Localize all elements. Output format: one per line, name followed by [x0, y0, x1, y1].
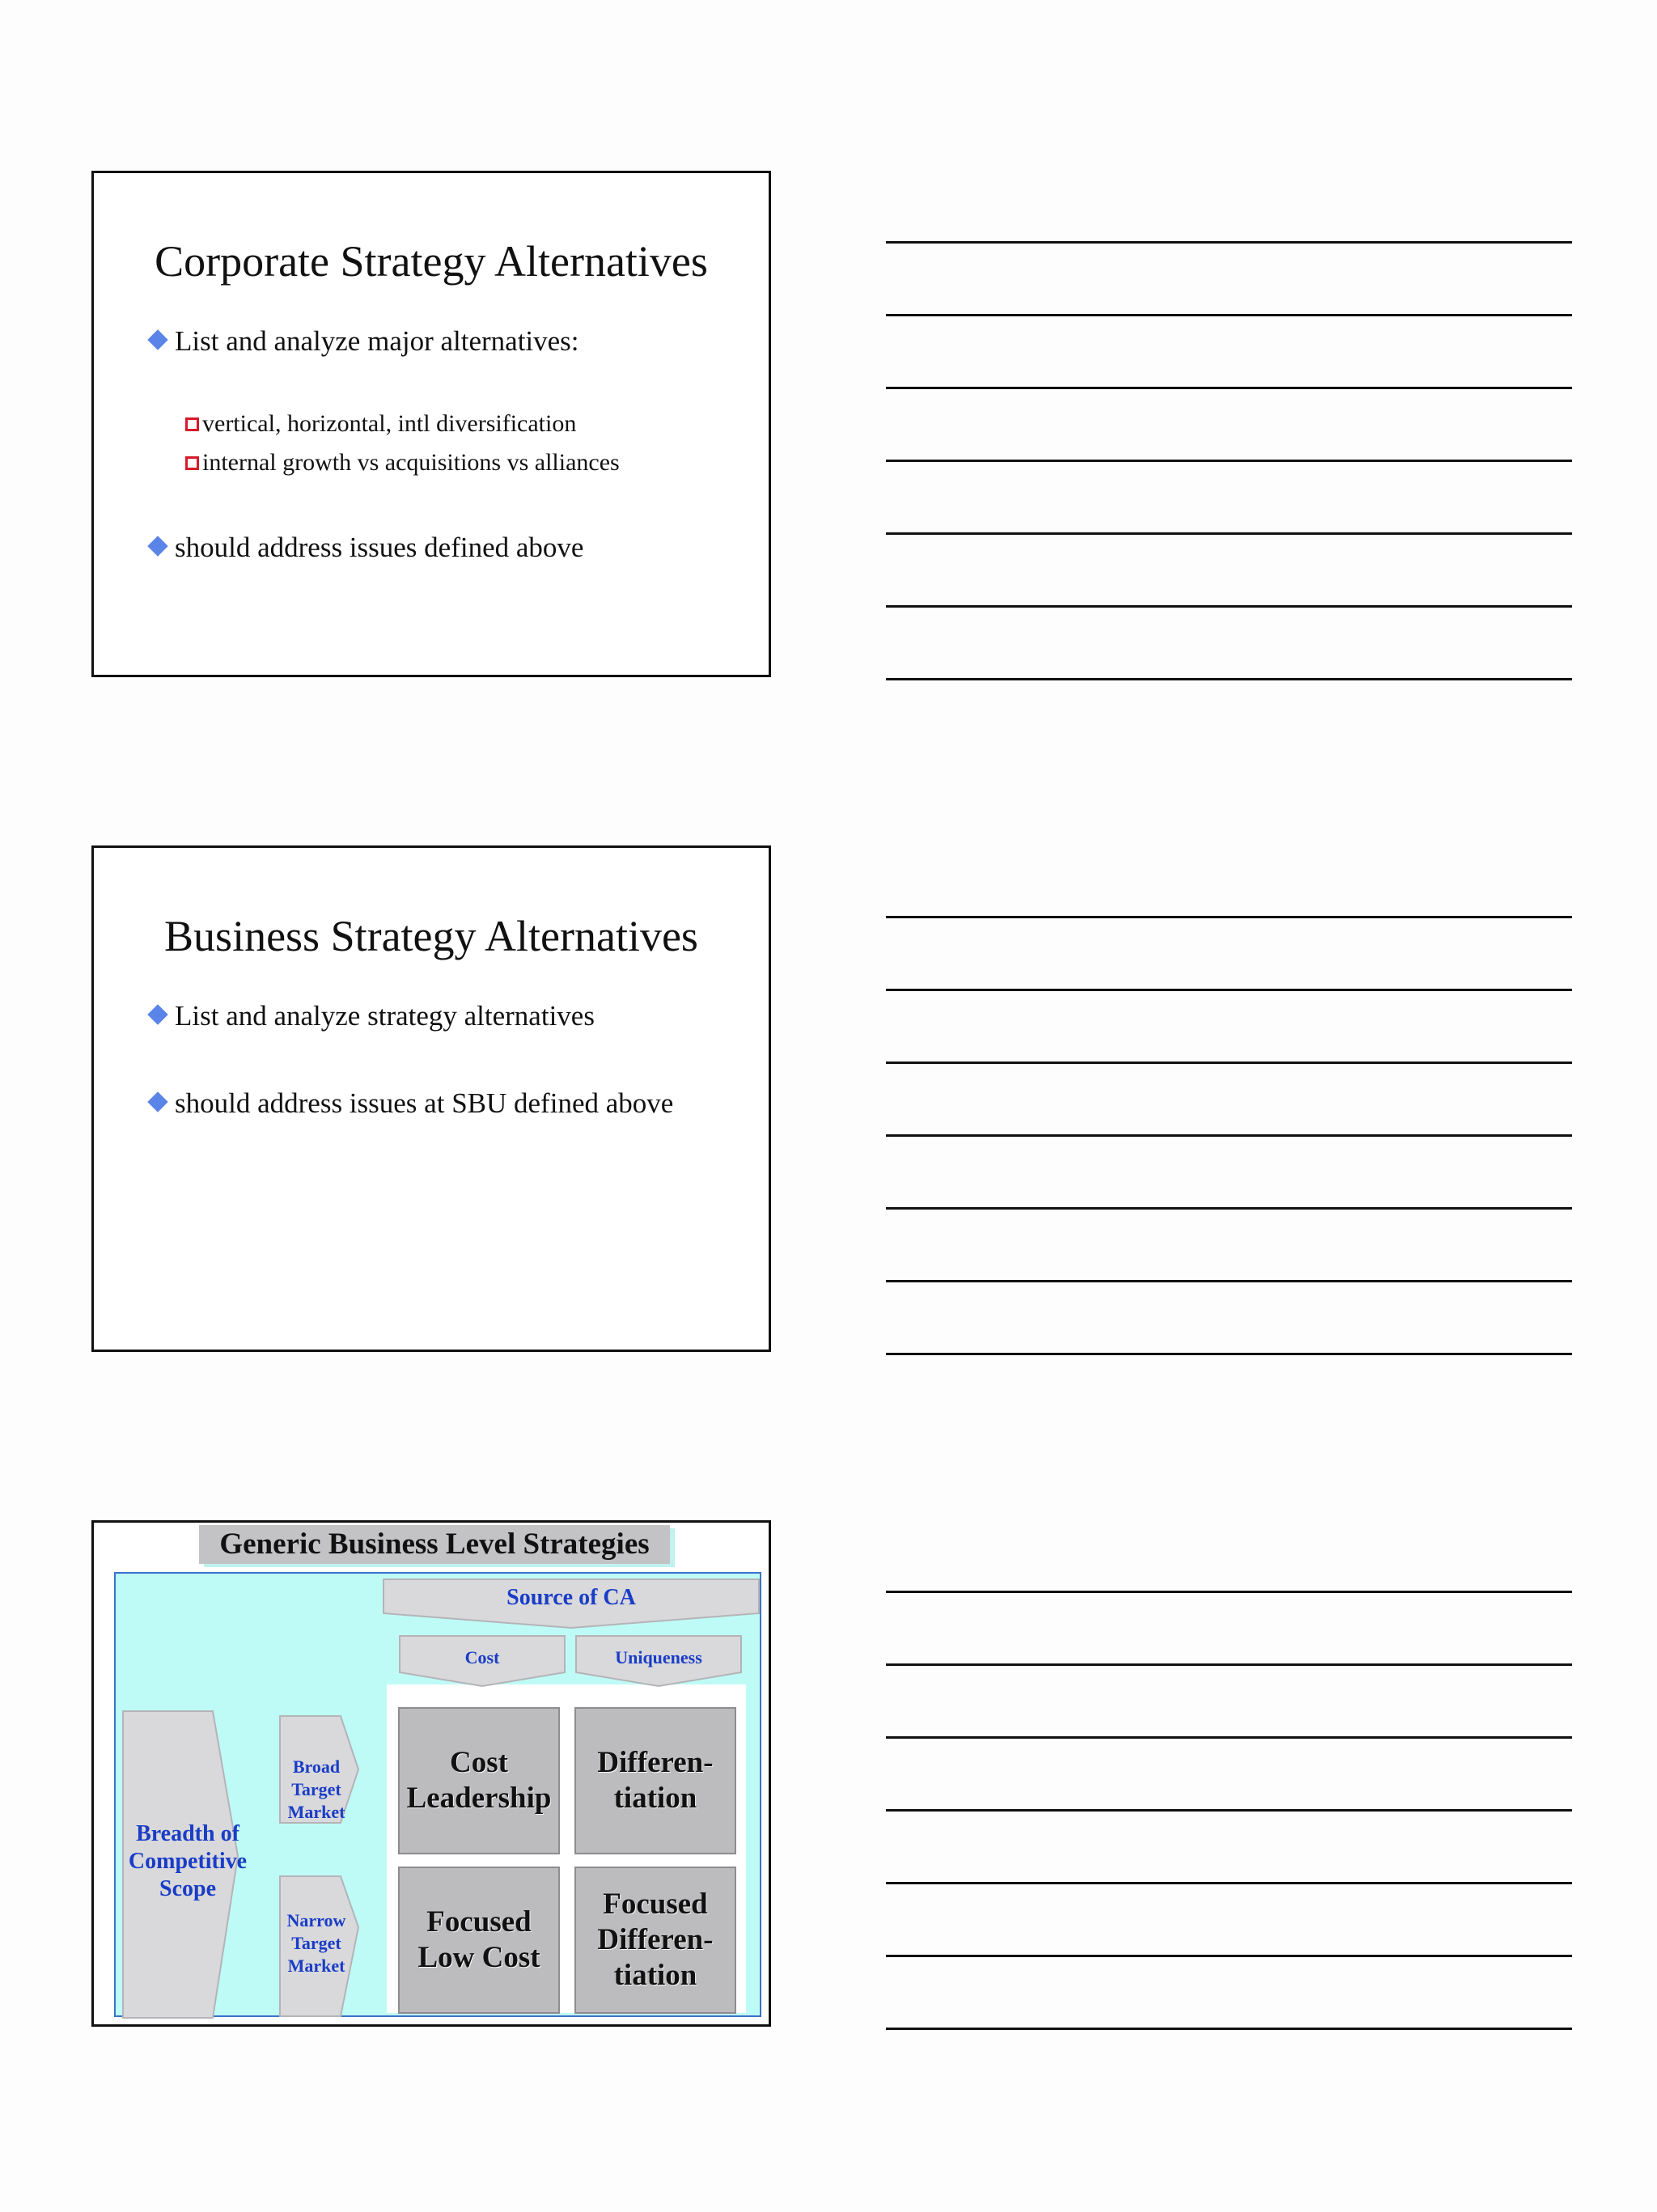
label-line: Narrow	[286, 1910, 346, 1930]
diamond-bullet-icon	[147, 1004, 167, 1024]
note-line	[886, 989, 1572, 991]
note-line	[886, 1955, 1572, 1957]
slide-title: Business Strategy Alternatives	[164, 912, 698, 960]
cell-text: Focused	[603, 1888, 708, 1921]
label-line: Market	[287, 1956, 345, 1976]
bullet-item	[150, 1087, 673, 1120]
sub-bullet-item	[185, 449, 620, 477]
slide-business-strategy	[91, 845, 771, 1352]
bullet-text: List and analyze major alternatives:	[175, 325, 579, 357]
bullet-item	[150, 325, 579, 358]
sub-bullet-text: vertical, horizontal, intl diversification	[202, 410, 577, 437]
note-line	[886, 387, 1572, 389]
note-line	[886, 1809, 1572, 1812]
note-line	[886, 678, 1572, 680]
slide-corporate-strategy	[91, 171, 771, 677]
cost-leadership-cell	[398, 1707, 560, 1854]
note-line	[886, 314, 1572, 316]
slide-title: Generic Business Level Strategies	[199, 1525, 670, 1564]
breadth-of-competitive-scope-label	[123, 1820, 252, 1903]
cell-text: Low Cost	[417, 1941, 540, 1974]
sub-bullet-text: internal growth vs acquisitions vs alliances	[202, 449, 620, 476]
diamond-bullet-icon	[147, 1091, 167, 1112]
label-line: Breadth of	[136, 1821, 239, 1846]
note-line	[886, 460, 1572, 462]
sub-bullet-item	[185, 410, 576, 438]
note-line	[886, 1280, 1572, 1282]
focused-differentiation-cell	[574, 1867, 736, 2014]
focused-low-cost-cell	[398, 1867, 560, 2014]
square-bullet-icon	[185, 417, 199, 431]
label-line: Broad	[292, 1756, 341, 1777]
diamond-bullet-icon	[147, 536, 167, 556]
slide-title: Corporate Strategy Alternatives	[155, 237, 708, 286]
note-line	[886, 1591, 1572, 1593]
cell-text: Cost	[450, 1746, 508, 1779]
note-line	[886, 1736, 1572, 1739]
note-line	[886, 2028, 1572, 2030]
note-line	[886, 1882, 1572, 1884]
cell-text: tiation	[613, 1782, 697, 1815]
differentiation-cell	[574, 1707, 736, 1854]
label-line: Competitive	[128, 1849, 248, 1874]
note-line	[886, 241, 1572, 244]
cell-text: Differen-	[597, 1923, 714, 1956]
cell-text: Differen-	[597, 1746, 714, 1779]
note-line	[886, 605, 1572, 608]
label-line: Target	[291, 1933, 341, 1953]
bullet-item	[150, 532, 583, 564]
slide-generic-strategies	[91, 1520, 771, 2027]
broad-target-market-label	[280, 1756, 353, 1824]
cost-label: Cost	[464, 1647, 500, 1667]
note-line	[886, 1207, 1572, 1210]
note-line	[886, 1353, 1572, 1355]
bullet-text: should address issues defined above	[175, 532, 584, 563]
narrow-target-market-label	[280, 1909, 353, 1977]
note-line	[886, 1134, 1572, 1137]
note-line	[886, 1062, 1572, 1064]
cell-text: Focused	[426, 1905, 532, 1939]
diamond-bullet-icon	[147, 329, 167, 350]
label-line: Target	[291, 1779, 341, 1799]
square-bullet-icon	[185, 456, 199, 470]
note-line	[886, 1663, 1572, 1666]
source-of-ca-label: Source of CA	[506, 1585, 636, 1610]
cell-text: tiation	[613, 1959, 697, 1992]
bullet-text: should address issues at SBU defined above	[175, 1087, 674, 1119]
cell-text: Leadership	[406, 1782, 552, 1815]
label-line: Market	[287, 1802, 345, 1822]
note-line	[886, 532, 1572, 535]
bullet-text: List and analyze strategy alternatives	[175, 1000, 595, 1032]
label-line: Scope	[159, 1876, 216, 1901]
bullet-item	[150, 1000, 595, 1032]
uniqueness-label: Uniqueness	[615, 1647, 702, 1667]
note-line	[886, 916, 1572, 918]
